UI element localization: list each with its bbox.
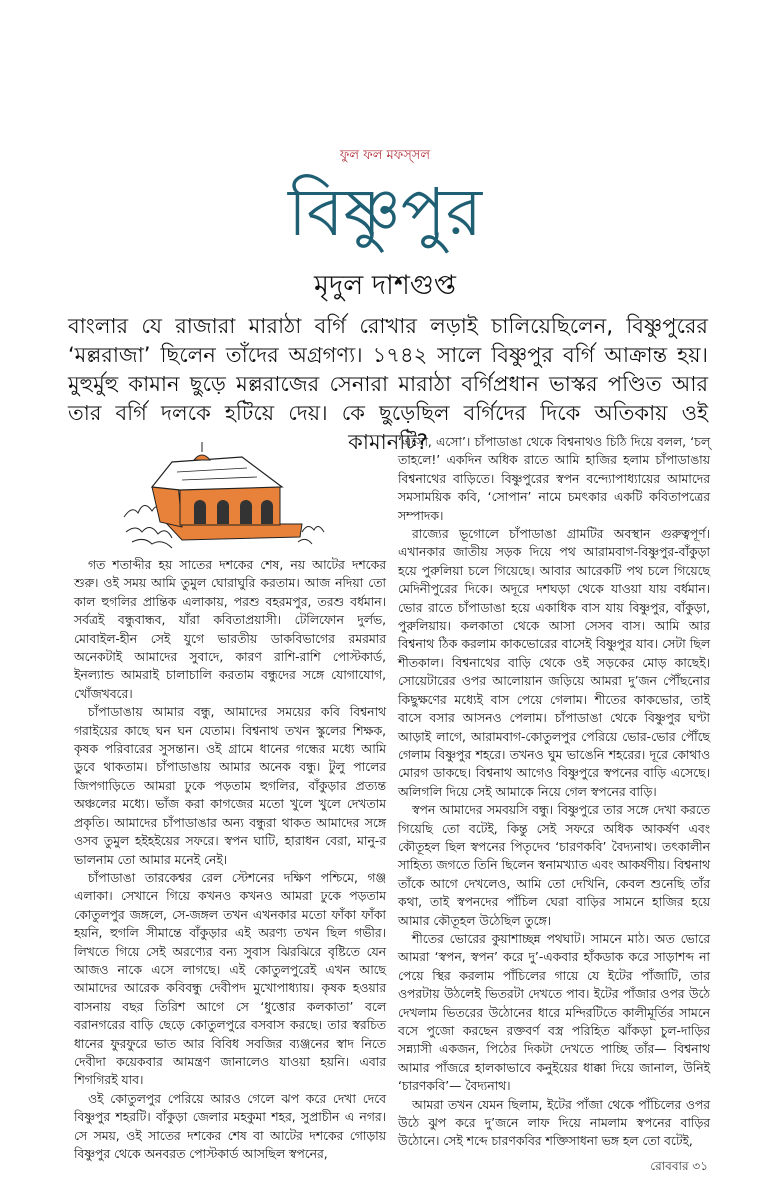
article-column-2 — [398, 433, 710, 1151]
paragraph: ‘এসো, এসো’। চাঁপাডাঙা থেকে বিশ্বনাথও চিঠি দিয়ে বলল, ‘চল্ তাহলে!’ একদিন অধিক রাতে আমি হাজির হলাম চাঁপাডাঙায় বিশ্বনাথের বাড়িতে। বিষ্ণুপুরের স্বপন বন্দ্যোপাধ্যায়ের আমাদের সমসাময়িক কবি, ‘সোপান’ নামে চমৎকার একটি কবিতাপত্রের সম্পাদক। — [398, 435, 710, 523]
article-column-1 — [74, 556, 386, 1163]
section-kicker: ফুল ফল মফস্‌সল — [339, 148, 431, 163]
article-title: বিষ্ণুপুর — [287, 174, 483, 251]
temple-illustration-icon — [122, 432, 352, 552]
paragraph: চাঁপাডাঙা তারকেশ্বর রেল স্টেশনের দক্ষিণ পশ্চিমে, গঞ্জ এলাকা। সেখানে গিয়ে কখনও কখনও আমরা ঢুকে পড়তাম কোতুলপুর জঙ্গলে, সে-জঙ্গল তখন এখনকার মতো ফাঁকা ফাঁকা হয়নি, হুগলি সীমান্তে বাঁকুড়ার এই অরণ্য তখন ছিল গভীর। লিখতে গিয়ে সেই অরণ্যের বন্য সুবাস ঝিরঝিরে বৃষ্টিতে যেন আজও নাকে এসে লাগছে। এই কোতুলপুরেই এখন আছে আমাদের আরেক কবিবন্ধু দেবীপদ মুখোপাধ্যায়। কৃষক হওয়ার বাসনায় বছর তিরিশ আগে সে ‘ধুত্তোর কলকাতা’ বলে বরানগরের বাড়ি ছেড়ে কোতুলপুরে বসবাস করছে। তার স্বরচিত ধানের ফুরফুরে ভাত আর বিবিধ সবজির ব্যঞ্জনের স্বাদ নিতে দেবীদা কয়েকবার আমন্ত্রণ জানালেও যাওয়া হয়নি। এবার শিগগিরই যাব। — [74, 870, 386, 1088]
article-deck: বাংলার যে রাজারা মারাঠা বর্গি রোখার লড়াই চালিয়েছিলেন, বিষ্ণুপুরের ‘মল্লরাজা’ ছিলেন তাঁদের অগ্রগণ্য। ১৭৪২ সালে বিষ্ণুপুর বর্গি আক্রান্ত হয়। মুহুর্মুহু কামান ছুড়ে মল্লরাজের সেনারা মারাঠা বর্গিপ্রধান ভাস্কর পণ্ডিত আর তার বর্গি দলকে হটিয়ে দেয়। কে ছুড়েছিল বর্গিদের দিকে অতিকায় ওই কামানটি? — [68, 314, 708, 454]
paragraph: রাজ্যের ভূগোলে চাঁপাডাঙা গ্রামটির অবস্থান গুরুত্বপূর্ণ। এখানকার জাতীয় সড়ক দিয়ে পথ আরামবাগ-বিষ্ণুপুর-বাঁকুড়া হয়ে পুরুলিয়া চলে গিয়েছে। আবার আরেকটি পথ চলে গিয়েছে মেদিনীপুরের দিকে। অদূরে দশঘড়া থেকে যাওয়া যায় বর্ধমান। ভোর রাতে চাঁপাডাঙা হয়ে একাধিক বাস যায় বিষ্ণুপুর, বাঁকুড়া, পুরুলিয়ায়। কলকাতা থেকে আসা সেসব বাস। আমি আর বিশ্বনাথ ঠিক করলাম কাকভোরের বাসেই বিষ্ণুপুর যাব। সেটা ছিল শীতকাল। বিশ্বনাথের বাড়ি থেকে ওই সড়কের মোড় কাছেই। সোয়েটারের ওপর আলোয়ান জড়িয়ে আমরা দু’জন পৌঁছনোর কিছুক্ষণের মধ্যেই বাস পেয়ে গেলাম। শীতের কাকভোর, তাই বাসে বসার আসনও পেলাম। চাঁপাডাঙা থেকে বিষ্ণুপুর ঘণ্টা আড়াই লাগে, আরামবাগ-কোতুলপুর পেরিয়ে ভোর-ভোর পৌঁছে গেলাম বিষ্ণুপুর শহরে। তখনও ঘুম ভাঙেনি শহরের। দূরে কোথাও মোরগ ডাকছে। বিশ্বনাথ আগেও বিষ্ণুপুরে স্বপনের বাড়ি এসেছে। অলিগলি দিয়ে সেই আমাকে নিয়ে গেল স্বপনের বাড়ি। — [398, 527, 710, 799]
page-footer: রোববার ৩১ — [650, 1159, 708, 1173]
paragraph: ওই কোতুলপুর পেরিয়ে আরও গেলে ঝপ করে দেখা দেবে বিষ্ণুপুর শহরটি। বাঁকুড়া জেলার মহকুমা শহর, সুপ্রাচীন এ নগর। সে সময়, ওই সাতের দশকের শেষ বা আটের দশকের গোড়ায় বিষ্ণুপুর থেকে অনবরত পোস্টকার্ড আসছিল স্বপনের, — [74, 1091, 386, 1161]
author-byline: মৃদুল দাশগুপ্ত — [313, 270, 456, 301]
paragraph: আমরা তখন যেমন ছিলাম, ইটের পাঁজা থেকে পাঁচিলের ওপর উঠে ঝুপ করে দু’জনে লাফ দিয়ে নামলাম স্বপনের বাড়ির উঠোনে। সেই শব্দে চারণকবির শক্তিসাধনা ভঙ্গ হল তো বটেই, — [398, 1097, 710, 1149]
paragraph: শীতের ভোরের কুয়াশাচ্ছন্ন পথঘাট। সামনে মাঠ। অত ভোরে আমরা ‘স্বপন, স্বপন’ করে দু’-একবার হাঁকডাক করে সাড়াশব্দ না পেয়ে স্থির করলাম পাঁচিলের গায়ে যে ইটের পাঁজাটি, তার ওপরটায় উঠলেই ভিতরটা দেখতে পাব। ইটের পাঁজার ওপর উঠে দেখলাম ভিতরের উঠোনের ধারে মন্দিরটিতে কালীমূর্তির সামনে বসে পুজো করছেন রক্তবর্ণ বস্ত্র পরিহিত ঝাঁকড়া চুল-দাড়ির সন্ন্যাসী একজন, পিঠের দিকটা দেখতে পাচ্ছি তাঁর— বিশ্বনাথ আমার পাঁজরে হালকাভাবে কনুইয়ের ধাক্কা দিয়ে জানাল, উনিই ‘চারণকবি’— বৈদ্যনাথ। — [398, 931, 710, 1094]
paragraph: গত শতাব্দীর হয় সাতের দশকের শেষ, নয় আটের দশকের শুরু। ওই সময় আমি তুমুল ঘোরাঘুরি করতাম। আজ নদিয়া তো কাল হুগলির প্রান্তিক এলাকায়, পরশু বহরমপুর, তরশু বর্ধমান। সর্বত্রই বন্ধুবান্ধব, যাঁরা কবিতাপ্রয়াসী। টেলিফোন দুর্লভ, মোবাইল-হীন সেই যুগে ভারতীয় ডাকবিভাগের রমরমার অনেকটাই আমাদের সুবাদে, কারণ রাশি-রাশি পোস্টকার্ড, ইনল্যান্ড আমরাই চালাচালি করতাম বন্ধুদের সঙ্গে যোগাযোগ, খোঁজখবরে। — [74, 558, 386, 701]
paragraph: চাঁপাডাঙায় আমার বন্ধু, আমাদের সময়ের কবি বিশ্বনাথ গরাইয়ের কাছে ঘন ঘন যেতাম। বিশ্বনাথ তখন স্কুলের শিক্ষক, কৃষক পরিবারের সুসন্তান। ওই গ্রামে ধানের গন্ধের মধ্যে আমি ডুবে থাকতাম। চাঁপাডাঙায় আমার অনেক বন্ধু। টুলু পালের জিপগাড়িতে আমরা ঢুকে পড়তাম হুগলির, বাঁকুড়ার প্রত্যন্ত অঞ্চলের মধ্যে। ভাঁজ করা কাগজের মতো খুলে খুলে দেখতাম প্রকৃতি। আমাদের চাঁপাডাঙার অন্য বন্ধুরা থাকত আমাদের সঙ্গে ওসব তুমুল হইহইয়ের সফরে। স্বপন ঘাটি, হারাধন বেরা, মানু-র ভালনাম তো আমার মনেই নেই। — [74, 705, 386, 867]
paragraph: স্বপন আমাদের সমবয়সি বন্ধু। বিষ্ণুপুরে তার সঙ্গে দেখা করতে গিয়েছি তো বটেই, কিন্তু সেই সফরে অধিক আকর্ষণ এবং কৌতূহল ছিল স্বপনের পিতৃদেব ‘চারণকবি’ বৈদ্যনাথ। তৎকালীন সাহিত্য জগতে তিনি ছিলেন স্বনামখ্যাত এবং আকর্ষণীয়। বিশ্বনাথ তাঁকে আগে দেখলেও, আমি তো দেখিনি, কেবল শুনেছি তাঁর কথা, তাই স্বপনদের পাঁচিল ঘেরা বাড়ির সামনে হাজির হয়ে আমার কৌতূহল উঠেছিল তুঙ্গে। — [398, 803, 710, 928]
